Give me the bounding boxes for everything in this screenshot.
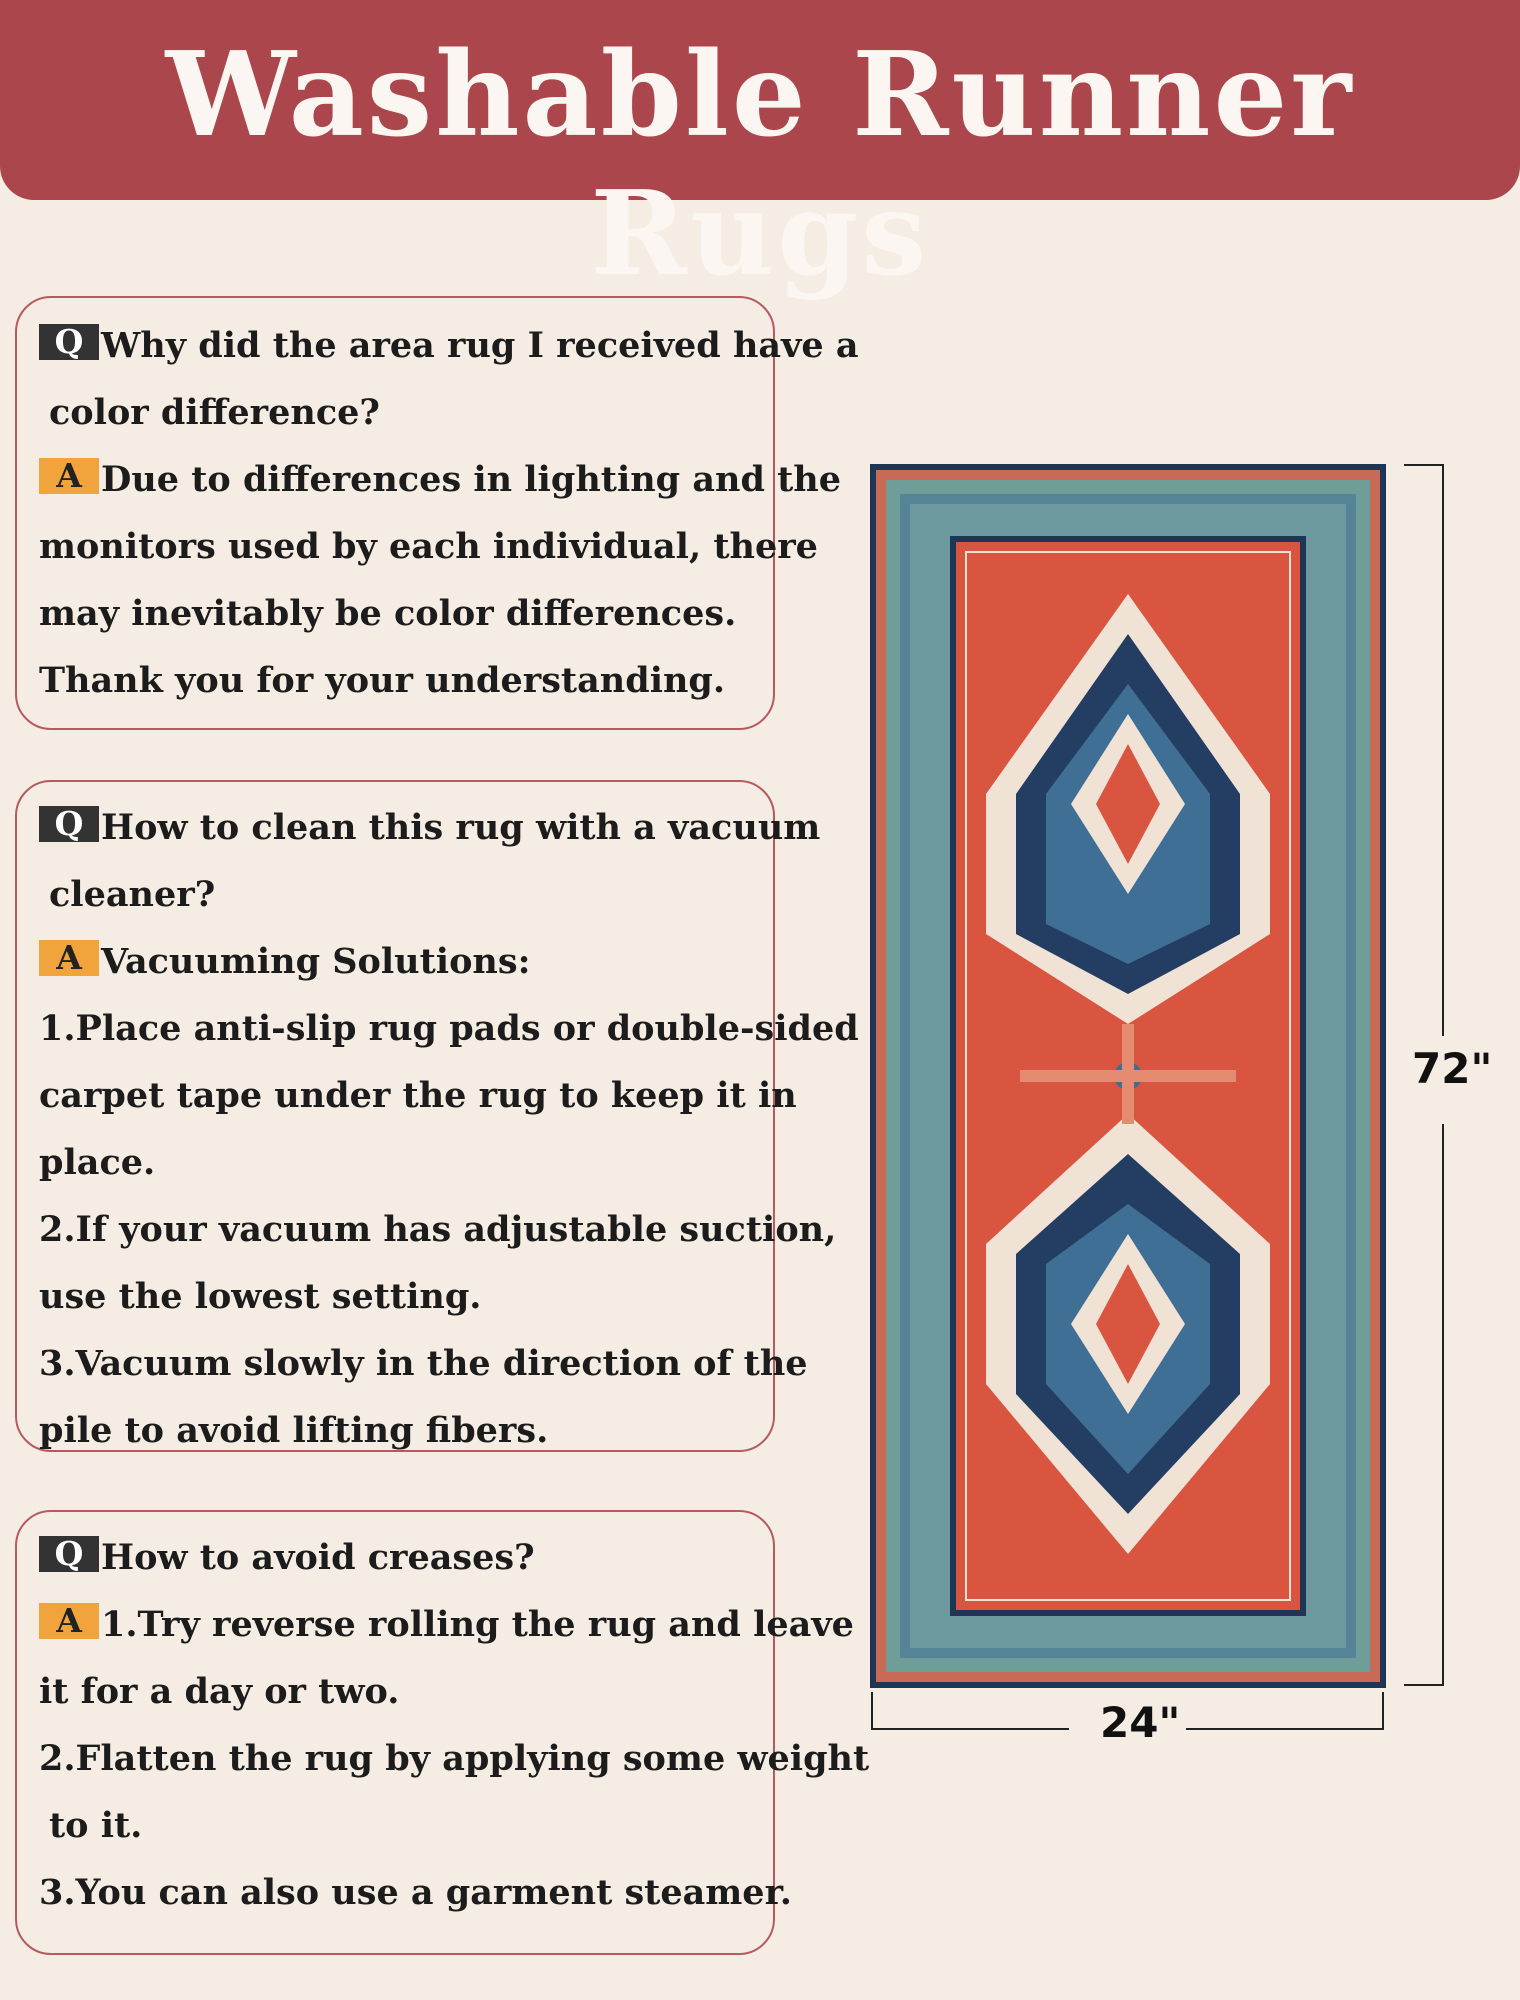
faq-answer-line: monitors used by each individual, there [39,526,818,567]
faq-answer-line: Thank you for your understanding. [39,660,726,701]
answer-tag: A [39,1603,99,1639]
question-tag: Q [39,324,99,360]
height-dimension-bottom [1442,1124,1444,1686]
faq-answer-line: place. [39,1142,156,1183]
faq-answer-line: 2.If your vacuum has adjustable suction, [39,1209,837,1250]
height-dimension-top [1442,464,1444,1036]
faq-answer-line: A Vacuuming Solutions: [39,928,531,995]
faq-answer-line: use the lowest setting. [39,1276,482,1317]
answer-tag: A [39,458,99,494]
faq-answer-line: A 1.Try reverse rolling the rug and leave [39,1591,854,1658]
faq-answer-line: to it. [49,1805,143,1846]
faq-answer-line: 1.Place anti-slip rug pads or double-sided [39,1008,859,1049]
faq-answer-line: A Due to differences in lighting and the [39,446,841,513]
page-title: Washable Runner Rugs [165,27,1355,303]
question-tag: Q [39,806,99,842]
rug-image [870,464,1386,1688]
faq-question-line: Q How to clean this rug with a vacuum [39,794,820,861]
faq-answer-line: 2.Flatten the rug by applying some weight [39,1738,870,1779]
height-tick-top [1404,464,1444,466]
height-tick-bottom [1404,1684,1444,1686]
height-label: 72" [1412,1044,1493,1093]
faq-answer-line: 3.You can also use a garment steamer. [39,1872,792,1913]
faq-question-line: Q How to avoid creases? [39,1524,535,1591]
width-tick-left [871,1692,873,1730]
faq-answer-line: 3.Vacuum slowly in the direction of the [39,1343,808,1384]
faq-answer-line: pile to avoid lifting fibers. [39,1410,549,1451]
faq-card-vacuum [15,780,859,1452]
faq-answer-line: carpet tape under the rug to keep it in [39,1075,797,1116]
faq-question-line: Q Why did the area rug I received have a [39,312,859,379]
answer-tag: A [39,940,99,976]
faq-card-color [15,296,859,730]
width-label: 24" [1100,1698,1181,1747]
faq-answer-line: it for a day or two. [39,1671,400,1712]
faq-answer-line: may inevitably be color differences. [39,593,737,634]
faq-question-line: cleaner? [49,874,216,915]
width-dimension-left [871,1728,1069,1730]
faq-card-creases [15,1510,870,1955]
width-dimension-right [1186,1728,1384,1730]
width-tick-right [1382,1692,1384,1730]
title-banner [0,0,1520,303]
question-tag: Q [39,1536,99,1572]
faq-question-line: color difference? [49,392,380,433]
